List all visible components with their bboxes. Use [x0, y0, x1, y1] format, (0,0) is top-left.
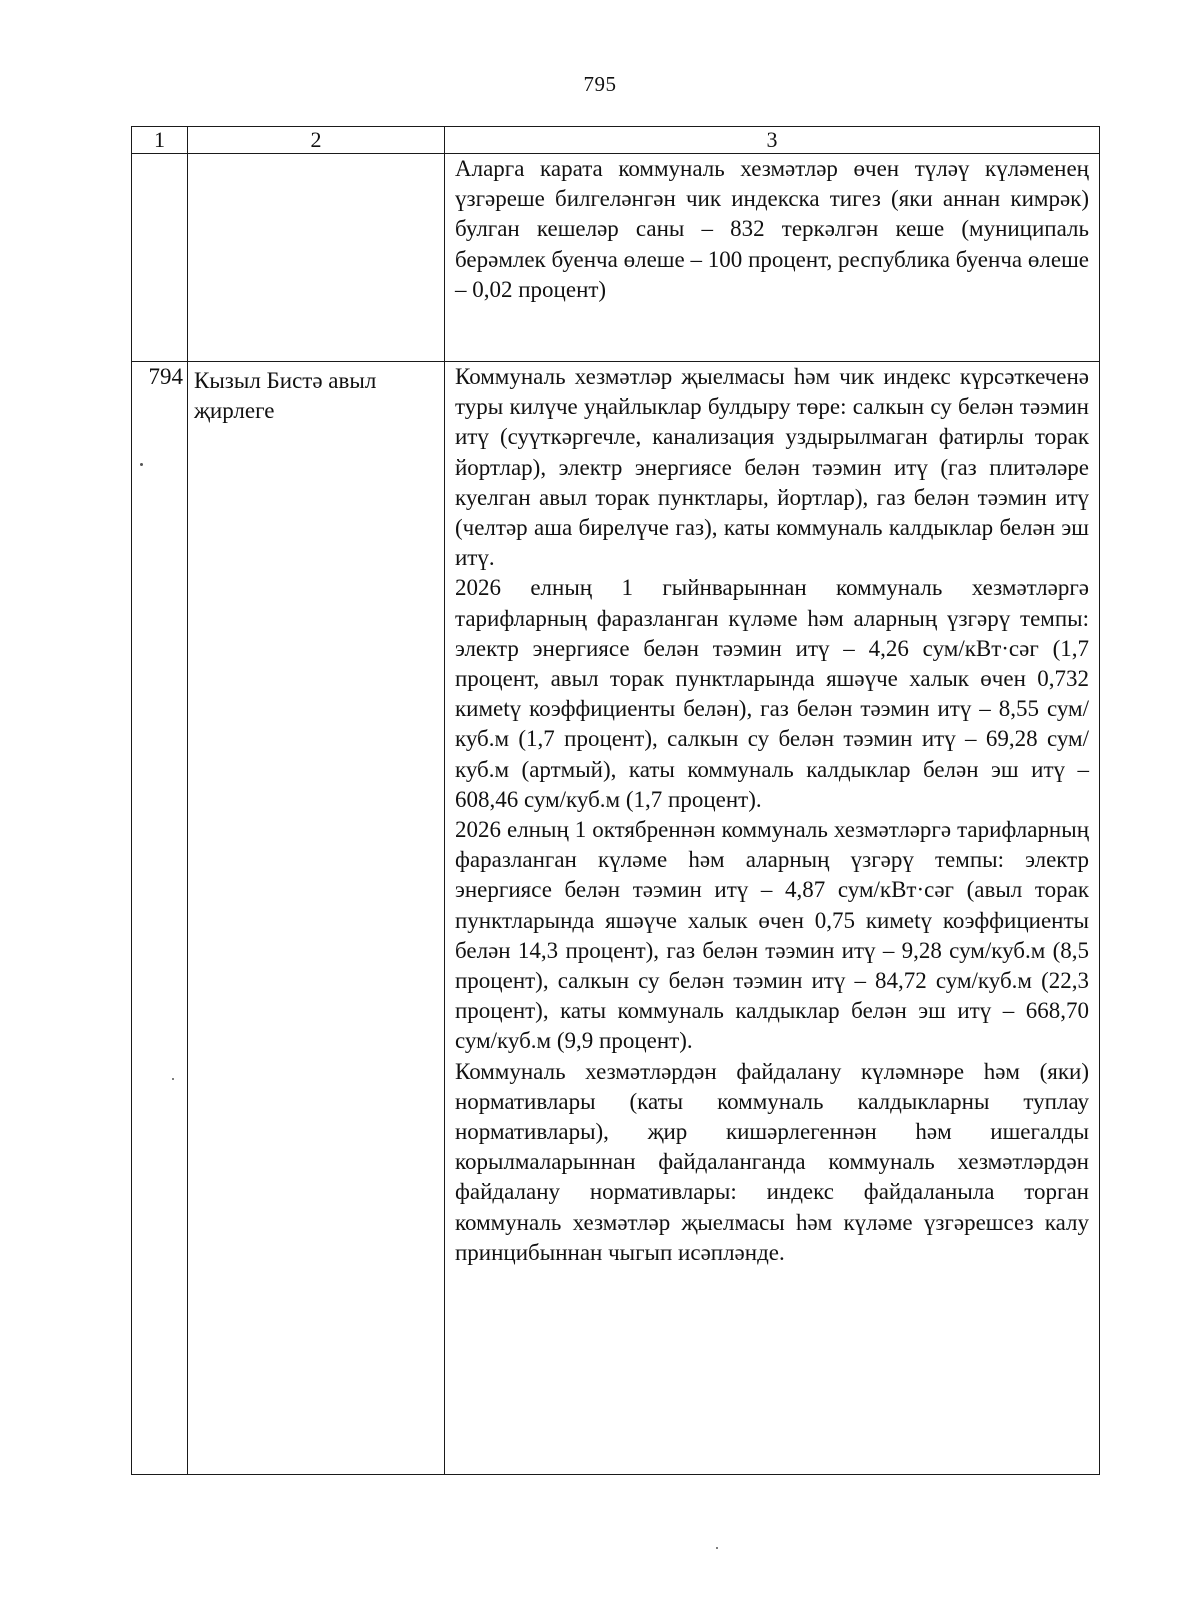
paragraph-consumption-norms: Коммуналь хезмәтләрдән файдалану күләмнәре һәм (яки) нормативлары (каты коммуналь калдыкларны туплау нормативлары), җир кишәрлегеннән һәм ишегалды корылмаларыннан файдаланганда коммуналь хезмәтләрдән файдалану нормативлары: индекс файдаланыла торган коммуналь хезмәтләр җыелмасы һәм күләме үзгәрешсез калу принцибыннан чыгып исәпләнде. [455, 1058, 1089, 1265]
document-table [131, 126, 1100, 1475]
table-row-794 [132, 362, 1100, 1475]
continuation-name-cell [188, 154, 445, 362]
row-description-cell [445, 362, 1100, 1475]
scan-speck [140, 463, 143, 466]
row-number: 794 [132, 362, 188, 1475]
paragraph-tariffs-october: 2026 елның 1 октябреннән коммуналь хезмәтләргә тарифларның фаразланган күләме һәм аларның үзгәрү темпы: электр энергиясе белән тәэмин итү – 4,87 сум/кВт·сәг (авыл торак пунктларында яшәүче халык өчен 0,75 кимetү коэффициенты белән 14,3 процент), газ белән тәэмин итү – 9,28 сум/куб.м (8,5 процент), салкын су белән тәэмин итү – 84,72 сум/куб.м (22,3 процент), каты коммуналь калдыклар белән эш итү – 668,70 сум/куб.м (9,9 процент). [455, 817, 1089, 1054]
header-col-3: 3 [445, 127, 1100, 154]
table-row-continuation [132, 154, 1100, 362]
scan-speck [172, 1078, 174, 1080]
paragraph-utilities-set: Коммуналь хезмәтләр җыелмасы һәм чик индекс күрсәткеченә туры килүче уңайлыклар булдыру төре: салкын су белән тәэмин итү (суүткәргечле, канализация уздырылмаган фатирлы торак йортлар), электр энергиясе белән тәэмин итү (газ плитәләре куелган авыл торак пунктлары, йортлар), газ белән тәэмин итү (челтәр аша бирелүче газ), каты коммуналь калдыклар белән эш итү. [455, 364, 1089, 571]
scan-speck [716, 1547, 718, 1549]
page-number: 795 [583, 72, 617, 96]
settlement-name: Кызыл Бистә авыл җирлеге [188, 362, 445, 1475]
continuation-number-cell [132, 154, 188, 362]
header-col-2: 2 [188, 127, 445, 154]
paragraph-tariffs-january: 2026 елның 1 гыйнварыннан коммуналь хезмәтләргә тарифларның фаразланган күләме һәм аларның үзгәрү темпы: электр энергиясе белән тәэмин итү – 4,26 сум/кВт·сәг (1,7 процент, авыл торак пунктларында яшәүче халык өчен 0,732 кимetү коэффициенты белән), газ белән тәэмин итү – 8,55 сум/куб.м (1,7 процент), салкын су белән тәэмин итү – 69,28 сум/куб.м (артмый), каты коммуналь калдыклар белән эш итү – 608,46 сум/куб.м (1,7 процент). [455, 575, 1089, 812]
header-col-1: 1 [132, 127, 188, 154]
continuation-text-cell [445, 154, 1100, 362]
continuation-paragraph: Аларга карата коммуналь хезмәтләр өчен түләү күләменең үзгәреше билгеләнгән чик индекска тигез (яки аннан кимрәк) булган кешеләр саны – 832 теркәлгән кеше (муниципаль берәмлек буенча өлеше – 100 процент, республика буенча өлеше – 0,02 процент) [455, 156, 1089, 302]
table-header-row [132, 127, 1100, 154]
